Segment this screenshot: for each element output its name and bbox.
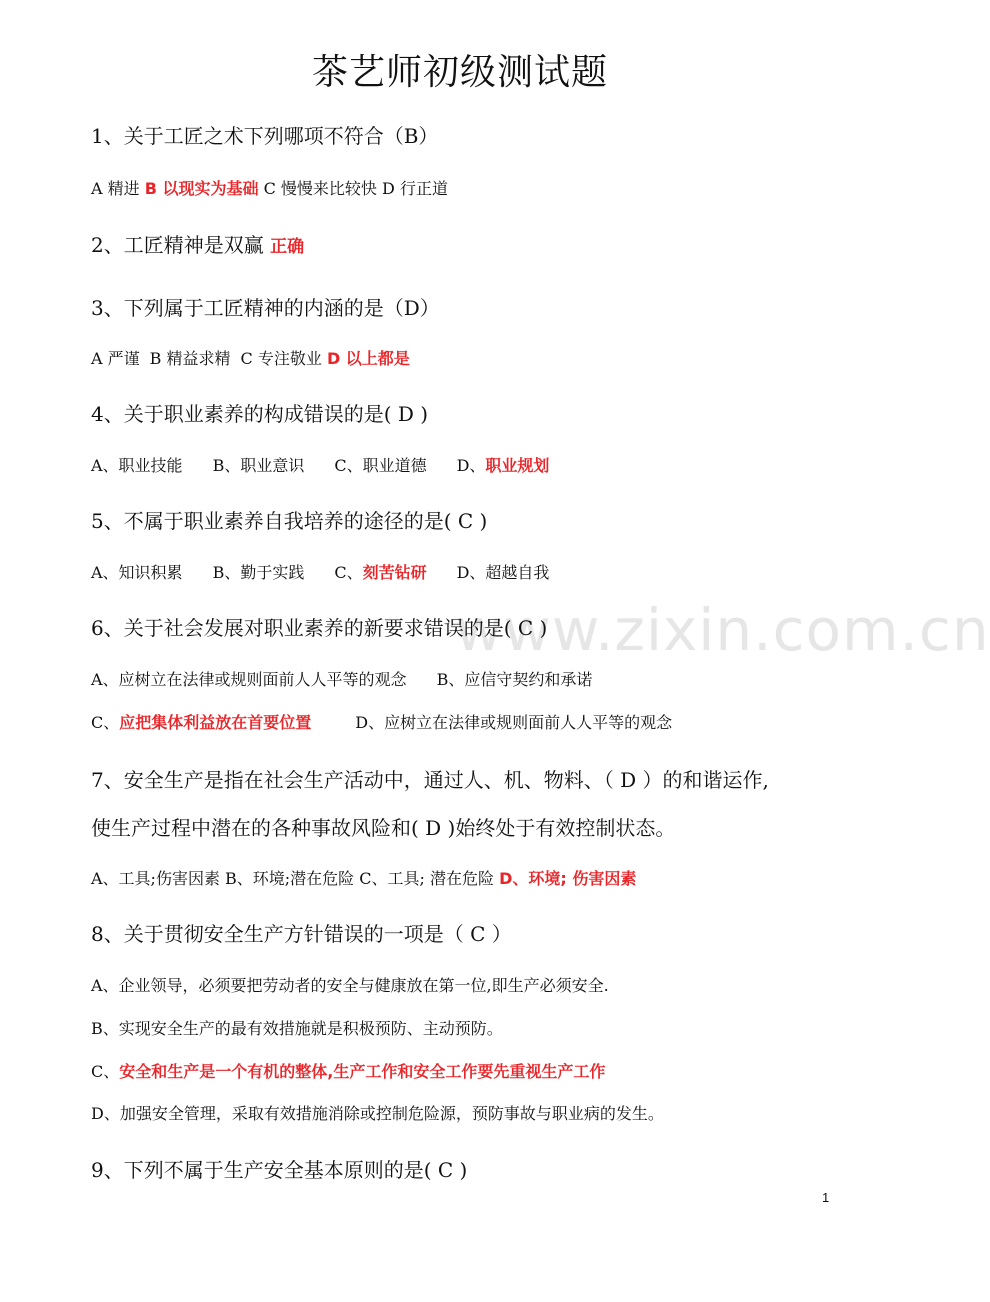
option-b: B、应信守契约和承诺 bbox=[436, 670, 593, 689]
answer-highlight: D、环境; 伤害因素 bbox=[499, 869, 637, 888]
question-8-option-b: B、实现安全生产的最有效措施就是积极预防、主动预防。 bbox=[91, 1019, 503, 1038]
question-7-line-1: 7、安全生产是指在社会生产活动中，通过人、机、物料、（ D ）的和谐运作, bbox=[91, 768, 769, 792]
option-d: D、应树立在法律或规则面前人人平等的观念 bbox=[355, 713, 673, 732]
question-9: 9、下列不属于生产安全基本原则的是( C ) bbox=[91, 1158, 468, 1182]
question-3-options bbox=[91, 346, 410, 369]
option-c: C 慢慢来比较快 bbox=[258, 179, 383, 198]
question-3: 3、下列属于工匠精神的内涵的是（D） bbox=[91, 296, 440, 320]
option-a: A、应树立在法律或规则面前人人平等的观念 bbox=[91, 670, 407, 689]
question-8: 8、关于贯彻安全生产方针错误的一项是（ C ） bbox=[91, 922, 512, 946]
option-b: B 精益求精 bbox=[149, 349, 231, 368]
question-7-options bbox=[91, 866, 636, 889]
question-6-options-ab bbox=[91, 667, 592, 690]
question-1: 1、关于工匠之术下列哪项不符合（B） bbox=[91, 124, 439, 148]
question-2 bbox=[91, 229, 304, 258]
option-b: B、勤于实践 bbox=[212, 563, 305, 582]
question-5-options bbox=[91, 560, 549, 583]
option-c: C 专注敬业 bbox=[240, 349, 327, 368]
option-a: A 严谨 bbox=[91, 349, 140, 368]
answer-highlight: D 以上都是 bbox=[326, 349, 410, 368]
question-1-options bbox=[91, 176, 448, 199]
option-b: B、职业意识 bbox=[212, 456, 305, 475]
answer-highlight: B 以现实为基础 bbox=[144, 179, 259, 198]
answer-highlight: 应把集体利益放在首要位置 bbox=[119, 713, 312, 732]
answer-highlight: 安全和生产是一个有机的整体,生产工作和安全工作要先重视生产工作 bbox=[119, 1062, 606, 1081]
option-c-prefix: C、 bbox=[91, 1062, 120, 1081]
question-8-option-c bbox=[91, 1059, 605, 1082]
option-d-prefix: D、 bbox=[456, 456, 486, 475]
option-c-prefix: C、 bbox=[91, 713, 120, 732]
question-2-text: 2、工匠精神是双赢 bbox=[91, 233, 271, 257]
answer-highlight: 正确 bbox=[270, 237, 305, 257]
option-c: C、职业道德 bbox=[334, 456, 427, 475]
question-5: 5、不属于职业素养自我培养的途径的是( C ) bbox=[91, 509, 488, 533]
answer-highlight: 刻苦钻研 bbox=[362, 563, 427, 582]
question-7-line-2: 使生产过程中潜在的各种事故风险和( D )始终处于有效控制状态。 bbox=[91, 816, 676, 840]
option-c-prefix: C、 bbox=[334, 563, 363, 582]
options-abc: A、工具;伤害因素 B、环境;潜在危险 C、工具; 潜在危险 bbox=[91, 869, 500, 888]
question-4: 4、关于职业素养的构成错误的是( D ) bbox=[91, 402, 429, 426]
page-number: 1 bbox=[822, 1190, 830, 1205]
question-8-option-a: A、企业领导，必须要把劳动者的安全与健康放在第一位,即生产必须安全. bbox=[91, 976, 609, 995]
watermark: www.zixin.com.cn bbox=[455, 596, 990, 664]
question-8-option-d: D、加强安全管理，采取有效措施消除或控制危险源，预防事故与职业病的发生。 bbox=[91, 1104, 664, 1123]
option-a: A、职业技能 bbox=[91, 456, 183, 475]
page-title: 茶艺师初级测试题 bbox=[311, 52, 608, 93]
option-a: A 精进 bbox=[91, 179, 145, 198]
question-6: 6、关于社会发展对职业素养的新要求错误的是( C ) bbox=[91, 616, 548, 640]
answer-highlight: 职业规划 bbox=[485, 456, 550, 475]
option-a: A、知识积累 bbox=[91, 563, 183, 582]
option-d: D、超越自我 bbox=[456, 563, 550, 582]
question-6-options-cd bbox=[91, 710, 672, 733]
option-d: D 行正道 bbox=[382, 179, 448, 198]
question-4-options bbox=[91, 453, 549, 476]
